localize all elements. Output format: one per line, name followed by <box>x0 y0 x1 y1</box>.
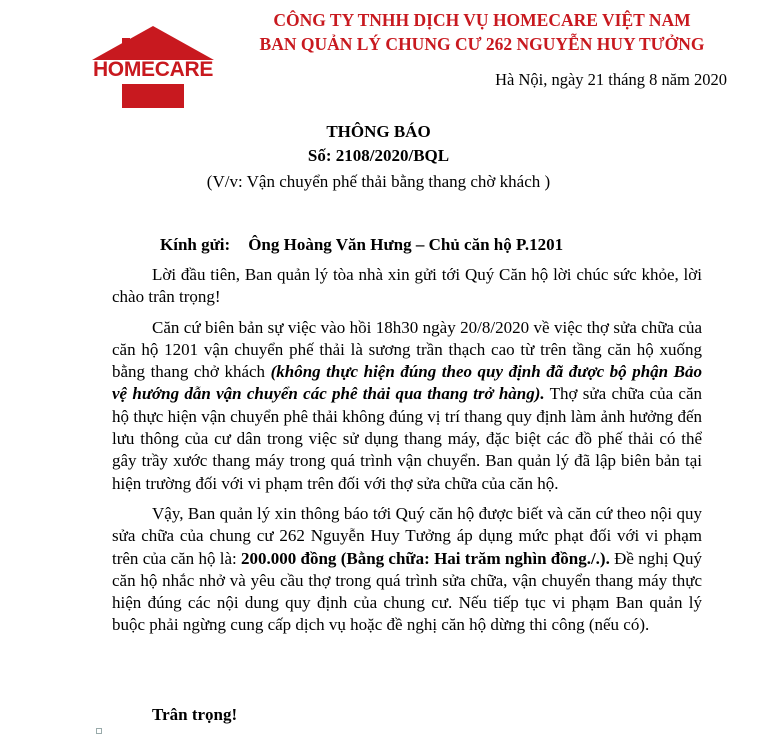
penalty-amount: 200.000 đồng (Bằng chữa: Hai trăm nghìn đồng./.). <box>240 548 610 568</box>
company-header <box>232 8 732 56</box>
document-subject: (V/v: Vận chuyển phế thải bằng thang chờ khách ) <box>206 172 551 191</box>
penalty-request: Đề nghị Quý căn hộ nhắc nhở và yêu cầu thợ trong quá trình sửa chữa, vận chuyển thang máy thực hiện đúng các nội dung quy định của chung cư. Nếu tiếp tục vi phạm Ban quản lý buộc phải ngừng cung cấp dịch vụ hoặc đề nghị căn hộ dừng thi công (nếu có). <box>112 548 702 635</box>
penalty-text: Vậy, Ban quản lý xin thông báo tới Quý căn hộ được biết và căn cứ theo nội quy sửa chữa của chung cư 262 Nguyễn Huy Tưởng áp dụng mức phạt đối với vi phạm trên của căn hộ là: <box>112 503 702 568</box>
paragraph-penalty <box>112 503 702 637</box>
document-heading: THÔNG BÁO <box>326 122 431 141</box>
homecare-logo <box>88 24 218 108</box>
closing-line: Trân trọng! <box>152 705 238 724</box>
document-date: Hà Nội, ngày 21 tháng 8 năm 2020 <box>495 70 727 89</box>
page-corner-mark <box>96 728 102 734</box>
document-number: Số: 2108/2020/BQL <box>307 146 450 165</box>
company-name: CÔNG TY TNHH DỊCH VỤ HOMECARE VIỆT NAM <box>273 10 691 30</box>
paragraph-incident <box>112 317 702 495</box>
paragraph-greeting: Lời đầu tiên, Ban quản lý tòa nhà xin gửi tới Quý Căn hộ lời chúc sức khỏe, lời chào trân trọng! <box>112 265 702 307</box>
recipient-label: Kính gửi: <box>160 235 231 254</box>
recipient-line <box>160 235 563 255</box>
incident-emphasis: (không thực hiện đúng theo quy định đã được bộ phận Bảo vệ hướng dẫn vận chuyển các phê thải qua thang trở hàng). <box>112 362 702 404</box>
logo-text: HOMECARE <box>92 58 214 81</box>
document-body <box>112 264 702 645</box>
incident-text: Căn cứ biên bản sự việc vào hồi 18h30 ngày 20/8/2020 về việc thợ sửa chữa của căn hộ 1201 vận chuyển phế thải là sương trần thạch cao từ trên tầng căn hộ xuống bằng thang chở khách <box>112 317 702 382</box>
recipient-name: Ông Hoàng Văn Hưng – Chủ căn hộ P.1201 <box>248 235 564 254</box>
incident-details: Thợ sửa chữa của căn hộ thực hiện vận chuyển phê thải không đúng vị trí thang quy định làm ảnh hưởng đến lưu thông của cư dân trong việc sử dụng thang máy, đặc biệt các đồ phế thải có thể gây trầy xước thang máy trong quá trình vận chuyển. Ban quản lý đã lập biên bản tại hiện trường đối với vi phạm trên đối với thợ sửa chữa của căn hộ. <box>112 384 703 493</box>
management-board-name: BAN QUẢN LÝ CHUNG CƯ 262 NGUYỄN HUY TƯỞNG <box>259 34 705 54</box>
